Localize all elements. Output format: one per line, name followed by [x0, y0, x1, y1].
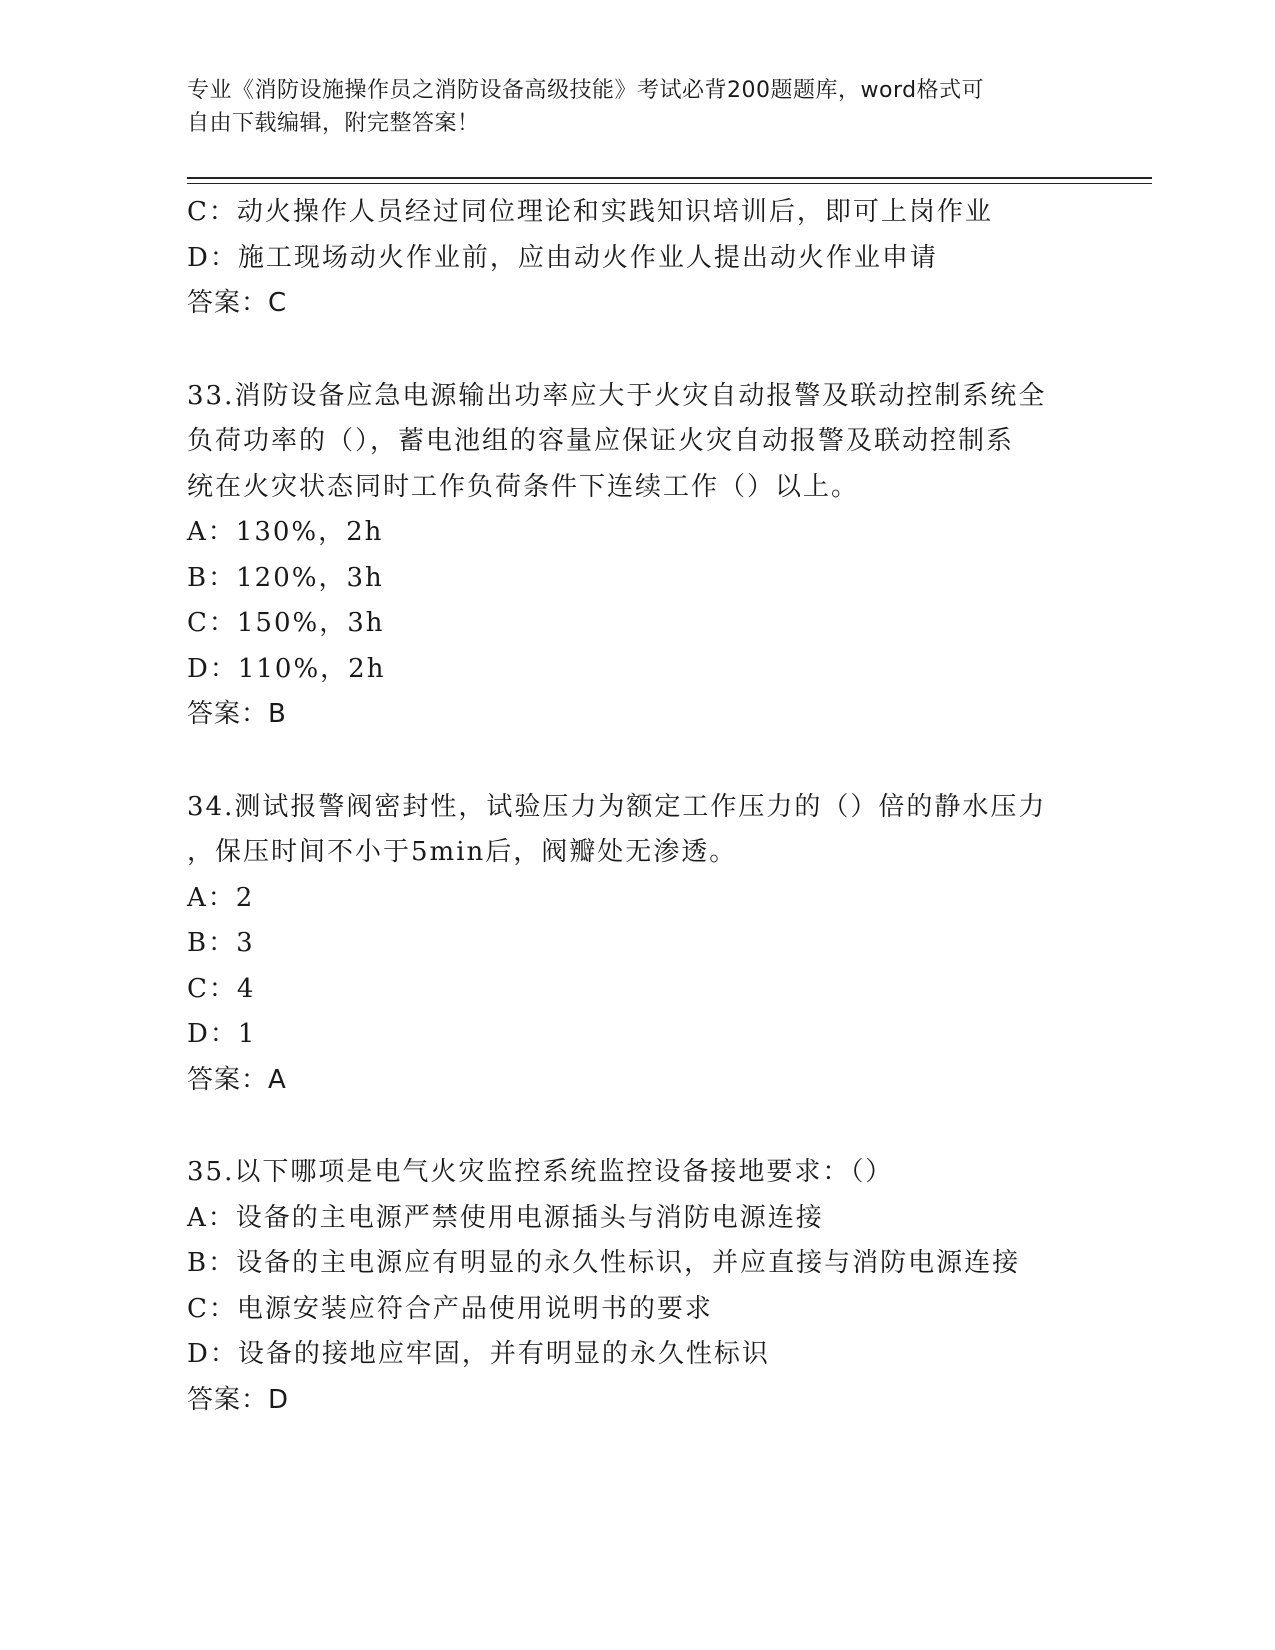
- question-stem-line: 统在火灾状态同时工作负荷条件下连续工作（）以上。: [187, 471, 860, 502]
- question-list: [187, 190, 1087, 1423]
- option-d: D：1: [187, 1019, 257, 1049]
- question-stem-line: 34.测试报警阀密封性，试验压力为额定工作压力的（）倍的静水压力: [187, 791, 1047, 822]
- question-34: [187, 785, 1087, 1104]
- question-35: [187, 1150, 1087, 1423]
- header-line-2: 自由下载编辑，附完整答案！: [187, 111, 480, 136]
- spacer: [187, 1103, 1087, 1150]
- option-b: B：3: [187, 928, 255, 958]
- option-d: D：设备的接地应牢固，并有明显的永久性标识: [187, 1339, 770, 1369]
- previous-question-tail: [187, 190, 1087, 327]
- question-33: [187, 374, 1087, 738]
- header-line-1: 专业《消防设施操作员之消防设备高级技能》考试必背200题题库，word格式可: [187, 78, 985, 103]
- header-divider-thin: [187, 183, 1152, 184]
- header-divider-thick: [187, 177, 1152, 179]
- answer-line: 答案：A: [187, 1064, 287, 1095]
- option-a: A：2: [187, 882, 255, 913]
- option-c: C：4: [187, 973, 256, 1004]
- question-stem-line: ，保压时间不小于5min后，阀瓣处无渗透。: [187, 837, 738, 867]
- question-stem-line: 负荷功率的（），蓄电池组的容量应保证火灾自动报警及联动控制系: [187, 426, 1015, 456]
- option-c: C：电源安装应符合产品使用说明书的要求: [187, 1293, 713, 1324]
- option-a: A：设备的主电源严禁使用电源插头与消防电源连接: [187, 1202, 824, 1233]
- answer-line: 答案：B: [187, 699, 287, 729]
- answer-line: 答案：C: [187, 288, 288, 318]
- page-header: [187, 74, 1067, 140]
- option-b: B：设备的主电源应有明显的永久性标识，并应直接与消防电源连接: [187, 1248, 1021, 1278]
- option-c: C：动火操作人员经过同位理论和实践知识培训后，即可上岗作业: [187, 197, 993, 227]
- question-stem-line: 33.消防设备应急电源输出功率应大于火灾自动报警及联动控制系统全: [187, 380, 1047, 411]
- option-a: A：130%，2h: [187, 517, 384, 547]
- question-stem-line: 35.以下哪项是电气火灾监控系统监控设备接地要求：（）: [187, 1157, 894, 1187]
- option-b: B：120%，3h: [187, 562, 384, 593]
- option-c: C：150%，3h: [187, 608, 385, 638]
- answer-line: 答案：D: [187, 1384, 290, 1415]
- spacer: [187, 738, 1087, 785]
- option-d: D：施工现场动火作业前，应由动火作业人提出动火作业申请: [187, 242, 938, 273]
- spacer: [187, 327, 1087, 374]
- option-d: D：110%，2h: [187, 653, 386, 684]
